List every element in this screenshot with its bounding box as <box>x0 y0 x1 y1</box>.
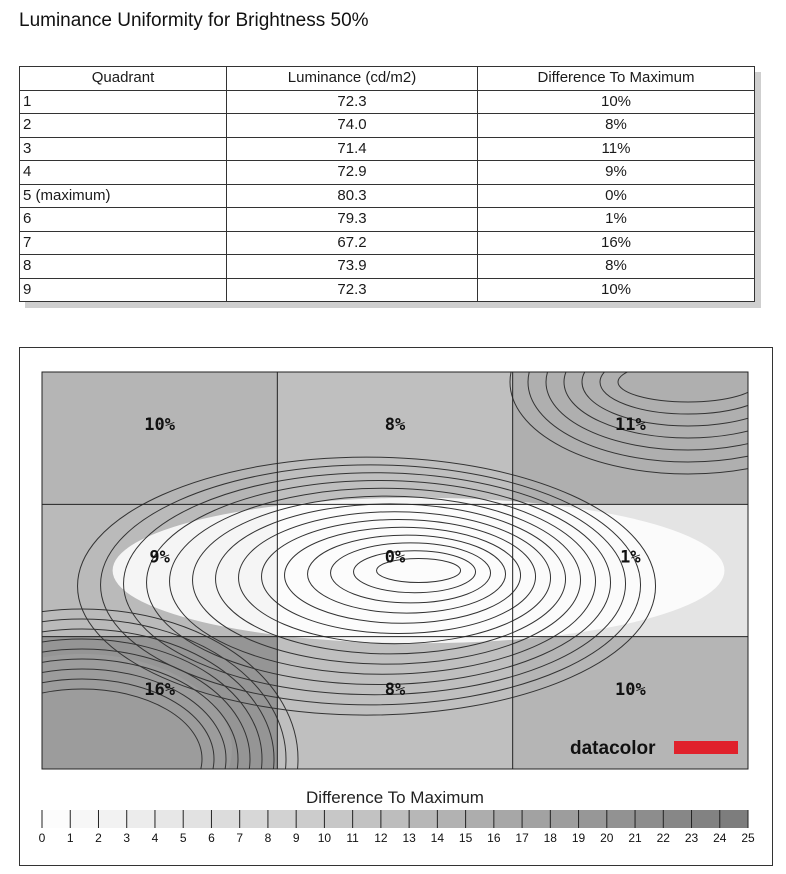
quadrant-label: 9% <box>149 547 170 568</box>
cell-quadrant: 5 (maximum) <box>20 184 227 208</box>
scale-tick-label: 13 <box>402 831 416 845</box>
cell-luminance: 73.9 <box>227 255 478 279</box>
table-row <box>20 208 755 232</box>
cell-difference: 0% <box>478 184 755 208</box>
scale-swatch <box>296 810 324 828</box>
table-row <box>20 137 755 161</box>
scale-tick-label: 3 <box>123 831 131 845</box>
cell-difference: 10% <box>478 90 755 114</box>
scale-tick-label: 4 <box>151 831 159 845</box>
scale-swatch <box>127 810 155 828</box>
cell-quadrant: 2 <box>20 114 227 138</box>
scale-tick-label: 2 <box>95 831 102 845</box>
scale-tick-label: 17 <box>515 831 529 845</box>
column-header-luminance: Luminance (cd/m2) <box>227 67 478 91</box>
scale-tick-label: 16 <box>487 831 501 845</box>
quadrant-label: 8% <box>384 679 406 700</box>
scale-swatch <box>240 810 268 828</box>
scale-swatch <box>720 810 748 828</box>
quadrant-label: 10% <box>144 415 176 436</box>
scale-tick-label: 14 <box>430 831 445 845</box>
table-row <box>20 278 755 302</box>
cell-luminance: 74.0 <box>227 114 478 138</box>
scale-tick-label: 15 <box>458 831 473 845</box>
cell-luminance: 80.3 <box>227 184 478 208</box>
scale-swatch <box>579 810 607 828</box>
scale-swatch <box>324 810 352 828</box>
scale-swatch <box>183 810 211 828</box>
scale-tick-label: 21 <box>628 831 642 845</box>
cell-quadrant: 4 <box>20 161 227 185</box>
scale-swatch <box>70 810 98 828</box>
table-row <box>20 255 755 279</box>
scale-swatch <box>494 810 522 828</box>
cell-luminance: 72.3 <box>227 90 478 114</box>
cell-quadrant: 3 <box>20 137 227 161</box>
column-header-difference: Difference To Maximum <box>478 67 755 91</box>
cell-luminance: 67.2 <box>227 231 478 255</box>
scale-tick-label: 25 <box>741 831 755 845</box>
cell-difference: 9% <box>478 161 755 185</box>
scale-tick-label: 20 <box>600 831 614 845</box>
table-row <box>20 231 755 255</box>
table-row <box>20 114 755 138</box>
scale-title: Difference To Maximum <box>306 788 484 807</box>
scale-tick-label: 19 <box>571 831 586 845</box>
quadrant-label: 10% <box>614 679 646 700</box>
cell-difference: 10% <box>478 278 755 302</box>
cell-luminance: 71.4 <box>227 137 478 161</box>
scale-tick-label: 11 <box>346 831 359 845</box>
scale-swatch <box>466 810 494 828</box>
table-row <box>20 90 755 114</box>
scale-swatch <box>98 810 126 828</box>
scale-swatch <box>692 810 720 828</box>
uniformity-table-wrapper <box>19 66 755 302</box>
scale-swatch <box>437 810 465 828</box>
cell-luminance: 79.3 <box>227 208 478 232</box>
scale-tick-label: 6 <box>208 831 215 845</box>
scale-tick-label: 1 <box>66 831 74 845</box>
scale-swatch <box>607 810 635 828</box>
scale-swatch <box>268 810 296 828</box>
cell-difference: 8% <box>478 255 755 279</box>
scale-swatch <box>155 810 183 828</box>
scale-tick-label: 10 <box>317 831 332 845</box>
cell-difference: 16% <box>478 231 755 255</box>
cell-difference: 8% <box>478 114 755 138</box>
scale-swatch <box>409 810 437 828</box>
scale-swatch <box>635 810 663 828</box>
column-header-quadrant: Quadrant <box>20 67 227 91</box>
scale-tick-label: 24 <box>713 831 727 845</box>
scale-swatch <box>550 810 578 828</box>
logo-red-bar <box>674 741 738 754</box>
table-row <box>20 184 755 208</box>
quadrant-label: 0% <box>384 547 406 568</box>
logo-text: datacolor <box>570 738 656 759</box>
uniformity-heatmap-svg <box>20 348 772 865</box>
quadrant-label: 16% <box>144 679 176 700</box>
scale-swatch <box>353 810 381 828</box>
cell-quadrant: 1 <box>20 90 227 114</box>
cell-difference: 1% <box>478 208 755 232</box>
heat-cell <box>277 637 512 769</box>
scale-swatch <box>42 810 70 828</box>
scale-swatch <box>522 810 550 828</box>
scale-swatch <box>211 810 239 828</box>
scale-tick-label: 7 <box>236 831 244 845</box>
scale-swatch <box>381 810 409 828</box>
page-title: Luminance Uniformity for Brightness 50% <box>19 10 369 31</box>
cell-luminance: 72.3 <box>227 278 478 302</box>
quadrant-label: 8% <box>384 415 406 436</box>
scale-tick-label: 12 <box>374 831 388 845</box>
cell-quadrant: 8 <box>20 255 227 279</box>
scale-tick-label: 22 <box>656 831 670 845</box>
scale-tick-label: 8 <box>264 831 272 845</box>
scale-swatch <box>663 810 691 828</box>
scale-tick-label: 5 <box>179 831 187 845</box>
scale-tick-label: 18 <box>543 831 557 845</box>
cell-quadrant: 9 <box>20 278 227 302</box>
scale-tick-label: 23 <box>684 831 699 845</box>
quadrant-label: 11% <box>614 415 646 436</box>
cell-luminance: 72.9 <box>227 161 478 185</box>
heat-cell <box>42 372 277 504</box>
table-row <box>20 161 755 185</box>
scale-tick-label: 0 <box>38 831 46 845</box>
uniformity-chart <box>19 347 773 866</box>
quadrant-label: 1% <box>620 547 641 568</box>
scale-tick-label: 9 <box>292 831 300 845</box>
cell-difference: 11% <box>478 137 755 161</box>
cell-quadrant: 6 <box>20 208 227 232</box>
cell-quadrant: 7 <box>20 231 227 255</box>
table-header-row <box>20 67 755 91</box>
uniformity-table <box>19 66 755 302</box>
